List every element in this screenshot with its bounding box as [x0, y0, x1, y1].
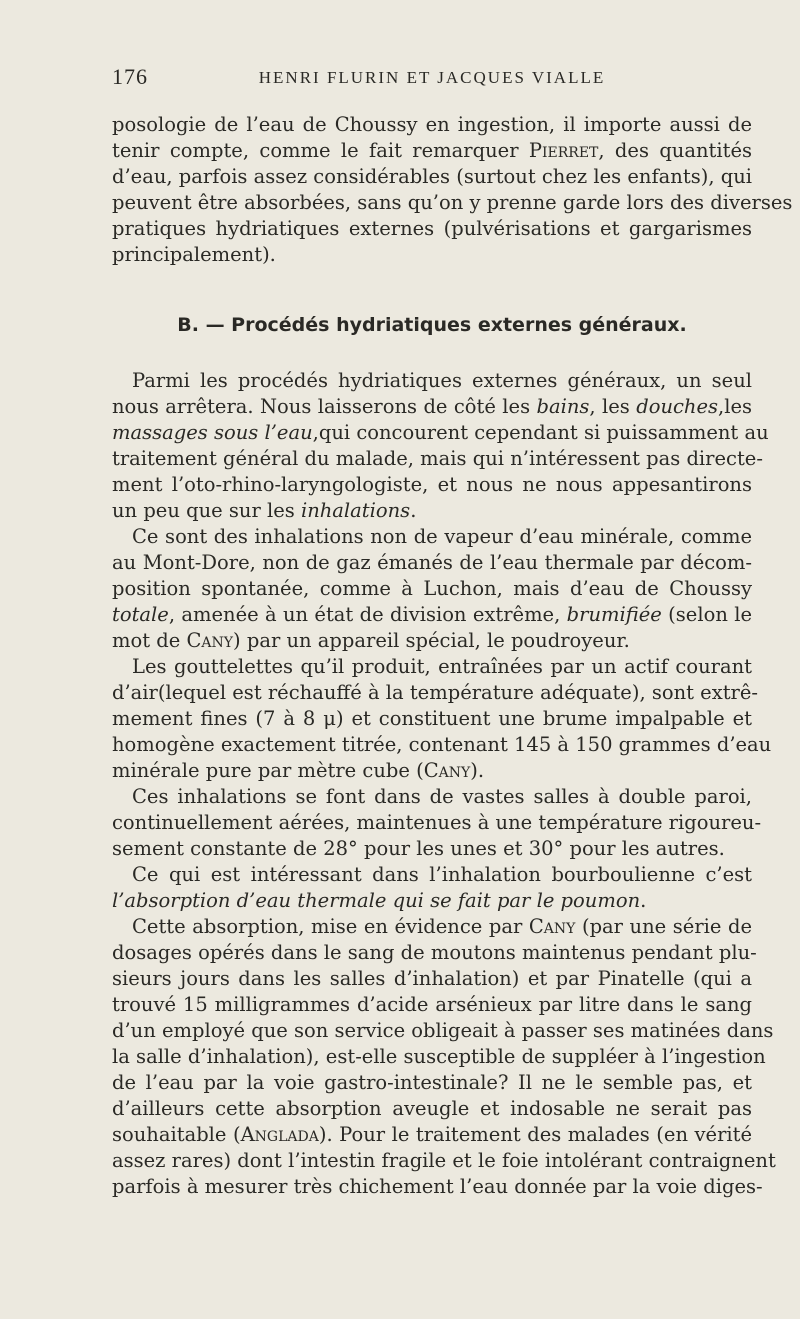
text-line: mot de Cany) par un appareil spécial, le poudroyeur.	[112, 629, 630, 652]
text-line: massages sous l’eau,qui concourent cependant si puissamment au	[112, 421, 769, 444]
author-name: Cany	[528, 915, 576, 938]
italic-text: douches	[636, 395, 719, 418]
page-number: 176	[112, 64, 148, 89]
text-line: d’eau, parfois assez considérables (surtout chez les enfants), qui	[112, 165, 752, 188]
text-line: mement fines (7 à 8 μ) et constituent une brume impalpable et	[112, 707, 752, 730]
text-line: continuellement aérées, maintenues à une température rigoureu-	[112, 811, 762, 834]
text-line: peuvent être absorbées, sans qu’on y prenne garde lors des diverses	[112, 191, 793, 214]
text-line: Cette absorption, mise en évidence par Cany (par une série de	[132, 915, 752, 938]
text-line: l’absorption d’eau thermale qui se fait par le poumon.	[112, 889, 647, 912]
italic-text: l’absorption d’eau thermale qui se fait par le poumon	[112, 889, 641, 912]
text-line: Parmi les procédés hydriatiques externes généraux, un seul	[132, 369, 752, 392]
author-name: Anglada	[240, 1123, 319, 1146]
text-line: souhaitable (Anglada). Pour le traitement des malades (en vérité	[112, 1123, 752, 1146]
text-line: parfois à mesurer très chichement l’eau donnée par la voie diges-	[112, 1175, 763, 1198]
text-line: un peu que sur les inhalations.	[112, 499, 417, 522]
italic-text: inhalations	[300, 499, 411, 522]
page-header	[112, 60, 752, 96]
italic-text: totale	[112, 603, 169, 626]
section-heading: B. — Procédés hydriatiques externes généraux.	[177, 314, 687, 336]
text-line: d’un employé que son service obligeait à passer ses matinées dans	[112, 1019, 774, 1042]
text-line: nous arrêtera. Nous laisserons de côté les bains, les douches,les	[112, 395, 753, 418]
text-line: au Mont-Dore, non de gaz émanés de l’eau thermale par décom-	[112, 551, 752, 574]
author-name: Pierret	[528, 139, 599, 162]
text-line: d’ailleurs cette absorption aveugle et indosable ne serait pas	[112, 1097, 752, 1120]
running-head: HENRI FLURIN ET JACQUES VIALLE	[258, 68, 606, 87]
author-name: Cany	[186, 629, 234, 652]
text-line: de l’eau par la voie gastro-intestinale? Il ne le semble pas, et	[112, 1071, 752, 1094]
text-line: Ces inhalations se font dans de vastes salles à double paroi,	[132, 785, 752, 808]
italic-text: bains	[536, 395, 590, 418]
italic-text: brumifiée	[566, 603, 662, 626]
italic-text: massages sous l’eau	[112, 421, 313, 444]
text-line: position spontanée, comme à Luchon, mais d’eau de Choussy	[112, 577, 752, 600]
text-line: sement constante de 28° pour les unes et 30° pour les autres.	[112, 837, 725, 860]
text-line: d’air(lequel est réchauffé à la température adéquate), sont extrê-	[112, 681, 759, 704]
text-line: assez rares) dont l’intestin fragile et le foie intolérant contraignent	[112, 1149, 776, 1172]
text-line: traitement général du malade, mais qui n’intéressent pas directe-	[112, 447, 763, 470]
text-line: Les gouttelettes qu’il produit, entraînées par un actif courant	[132, 655, 752, 678]
text-line: posologie de l’eau de Choussy en ingestion, il importe aussi de	[112, 113, 752, 136]
author-name: Cany	[423, 759, 471, 782]
text-line: Ce qui est intéressant dans l’inhalation bourboulienne c’est	[132, 863, 752, 886]
text-line: la salle d’inhalation), est-elle susceptible de suppléer à l’ingestion	[112, 1045, 766, 1068]
text-line: trouvé 15 milligrammes d’acide arsénieux par litre dans le sang	[112, 993, 752, 1016]
text-line: ment l’oto-rhino-laryngologiste, et nous ne nous appesantirons	[112, 473, 752, 496]
text-line: homogène exactement titrée, contenant 145 à 150 grammes d’eau	[112, 733, 772, 756]
text-line: dosages opérés dans le sang de moutons maintenus pendant plu-	[112, 941, 757, 964]
text-line: totale, amenée à un état de division extrême, brumifiée (selon le	[112, 603, 752, 626]
text-line: principalement).	[112, 243, 276, 266]
text-line: tenir compte, comme le fait remarquer Pierret, des quantités	[112, 139, 752, 162]
text-line: Ce sont des inhalations non de vapeur d’eau minérale, comme	[132, 525, 752, 548]
text-line: minérale pure par mètre cube (Cany).	[112, 759, 485, 782]
text-line: pratiques hydriatiques externes (pulvérisations et gargarismes	[112, 217, 752, 240]
text-line: sieurs jours dans les salles d’inhalation) et par Pinatelle (qui a	[112, 967, 752, 990]
